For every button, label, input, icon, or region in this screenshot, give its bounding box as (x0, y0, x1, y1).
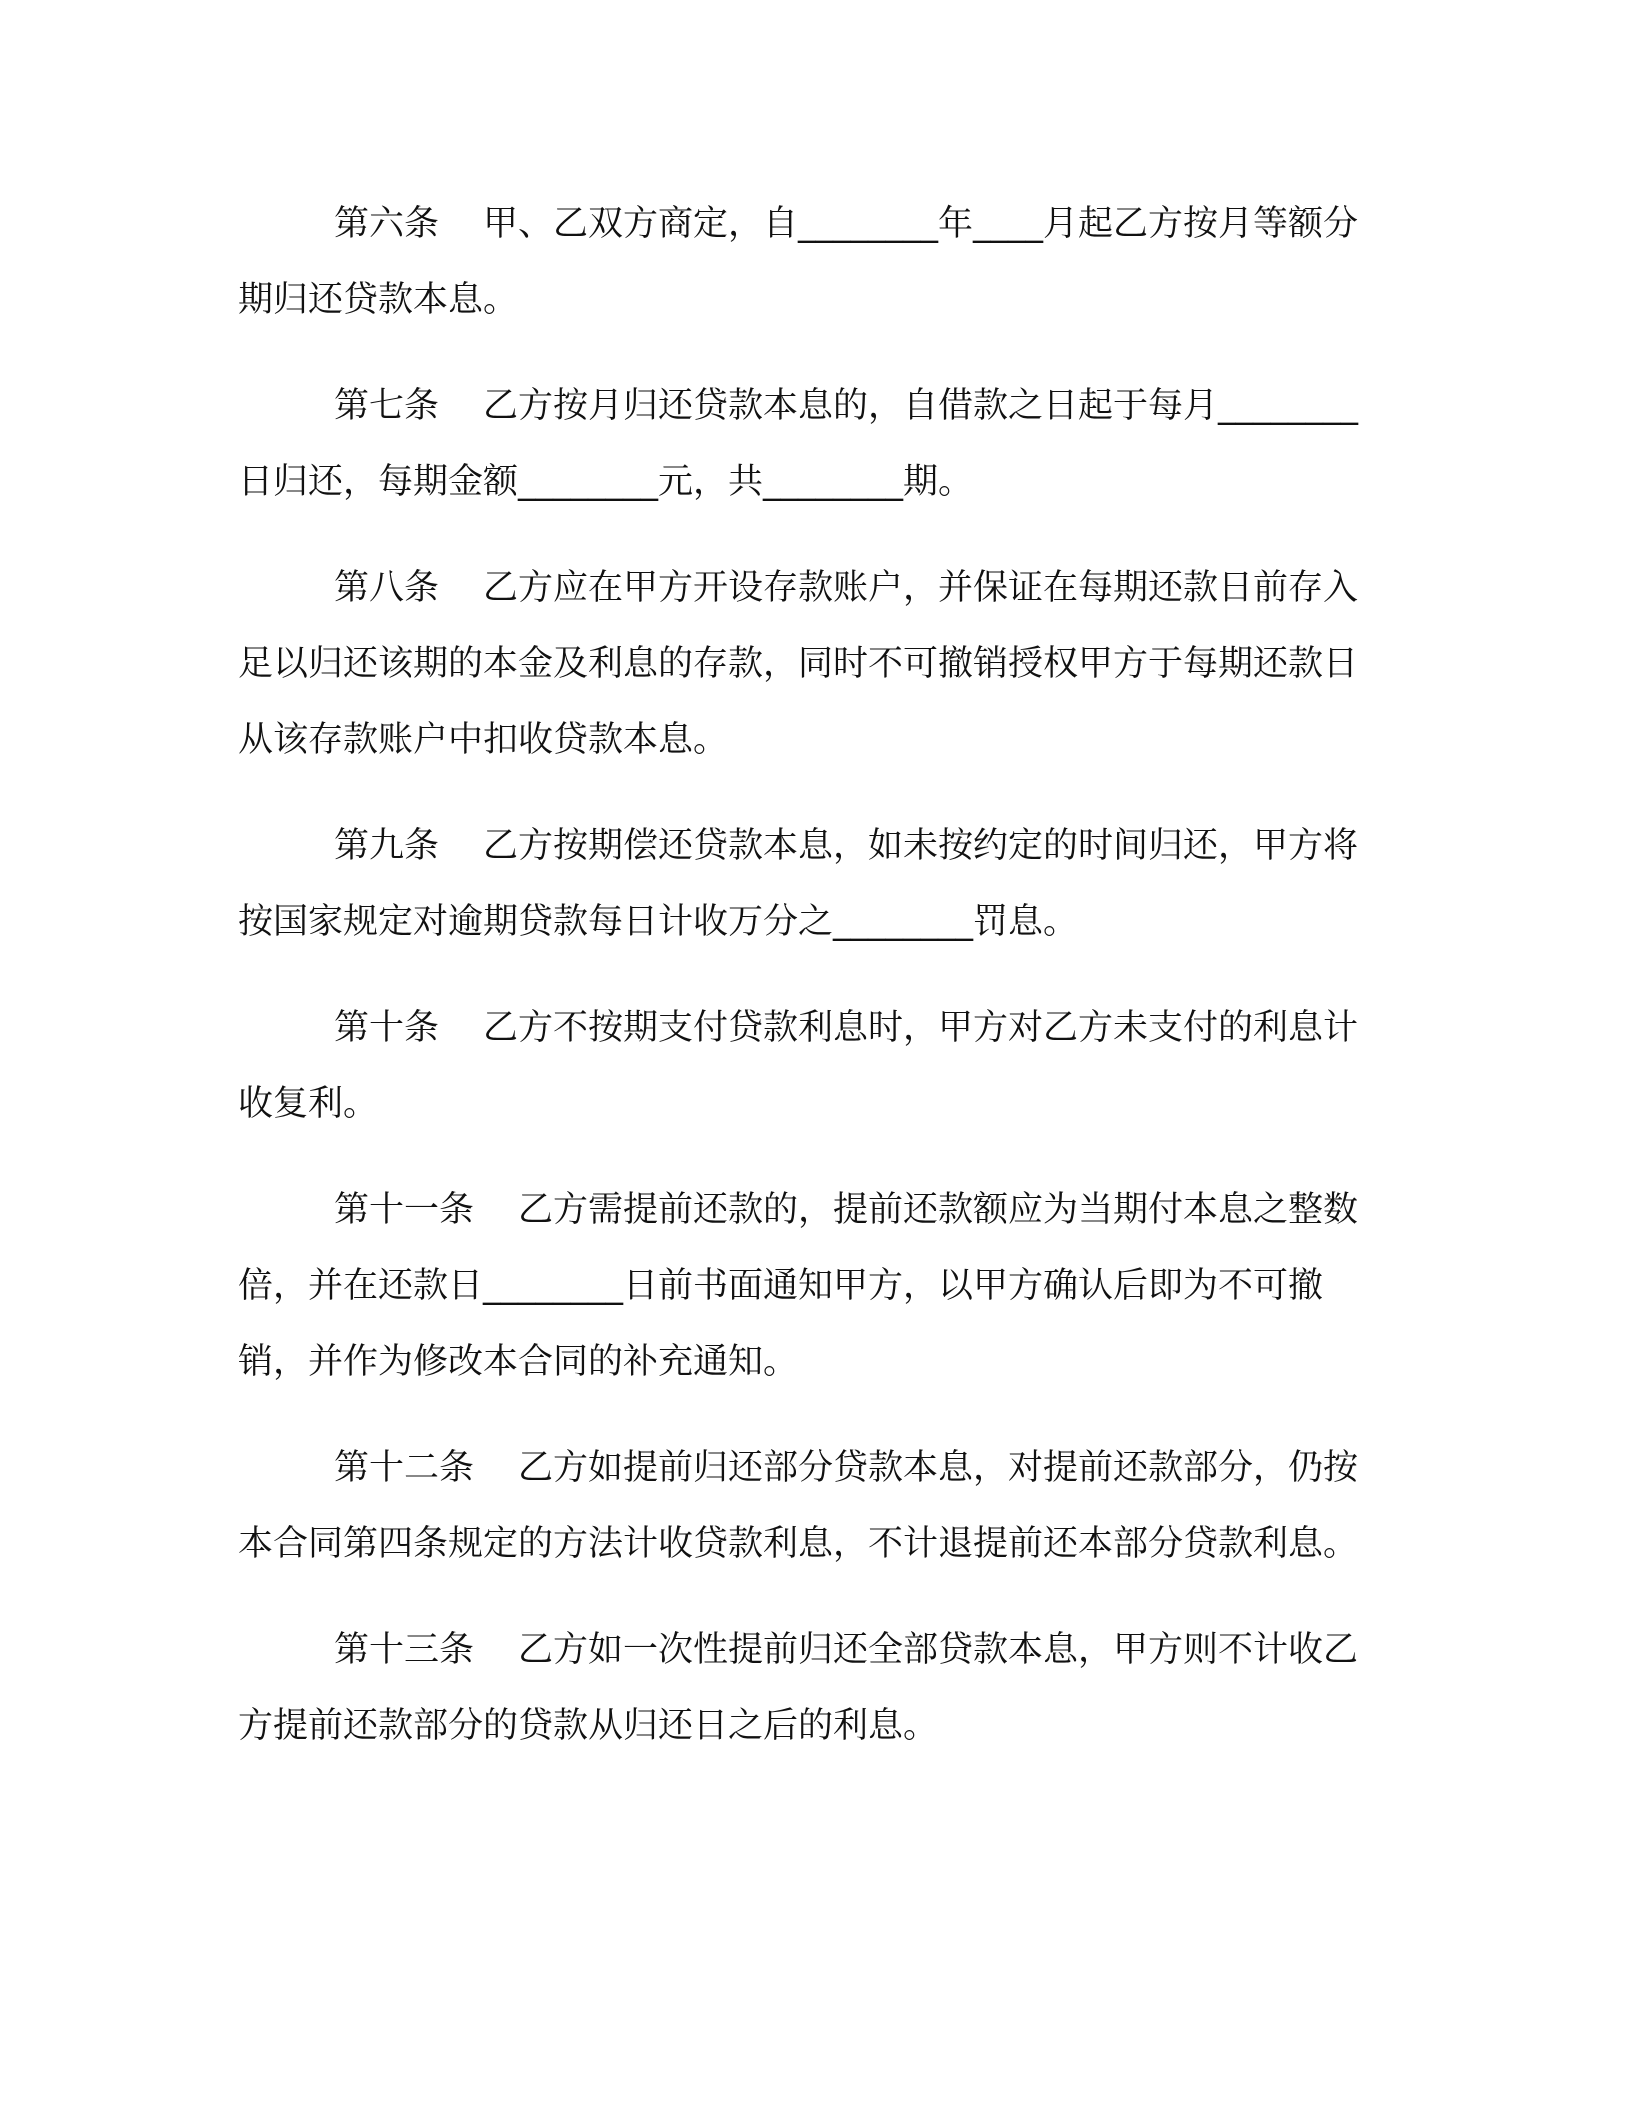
clause-number: 第十三条 (334, 1630, 475, 1670)
clause-number: 第十一条 (334, 1190, 475, 1230)
clause-number: 第七条 (334, 386, 440, 426)
clause-9 (238, 808, 1378, 960)
clause-text: 乙方如提前归还部分贷款本息，对提前还款部分，仍按本合同第四条规定的方法计收贷款利息，不计退提前还本部分贷款利息。 (238, 1448, 1359, 1564)
clause-text: 甲、乙双方商定，自________年____月起乙方按月等额分期归还贷款本息。 (238, 204, 1359, 320)
clause-number: 第十二条 (334, 1448, 475, 1488)
clause-13 (238, 1612, 1378, 1764)
clause-6 (238, 186, 1378, 338)
clause-8 (238, 550, 1378, 778)
clause-text: 乙方按月归还贷款本息的，自借款之日起于每月________日归还，每期金额________元，共________期。 (238, 386, 1359, 502)
clause-text: 乙方按期偿还贷款本息，如未按约定的时间归还，甲方将按国家规定对逾期贷款每日计收万分之________罚息。 (238, 826, 1359, 942)
clause-number: 第十条 (334, 1008, 440, 1048)
clause-10 (238, 990, 1378, 1142)
clause-11 (238, 1172, 1378, 1400)
clause-text: 乙方应在甲方开设存款账户，并保证在每期还款日前存入足以归还该期的本金及利息的存款，同时不可撤销授权甲方于每期还款日从该存款账户中扣收贷款本息。 (238, 568, 1359, 760)
clause-number: 第六条 (334, 204, 440, 244)
clause-number: 第九条 (334, 826, 440, 866)
clause-text: 乙方需提前还款的，提前还款额应为当期付本息之整数倍，并在还款日________日前书面通知甲方，以甲方确认后即为不可撤销，并作为修改本合同的补充通知。 (238, 1190, 1359, 1382)
clause-text: 乙方不按期支付贷款利息时，甲方对乙方未支付的利息计收复利。 (238, 1008, 1359, 1124)
clause-7 (238, 368, 1378, 520)
clause-text: 乙方如一次性提前归还全部贷款本息，甲方则不计收乙方提前还款部分的贷款从归还日之后的利息。 (238, 1630, 1359, 1746)
clause-12 (238, 1430, 1378, 1582)
clause-number: 第八条 (334, 568, 440, 608)
contract-body (238, 186, 1378, 1794)
